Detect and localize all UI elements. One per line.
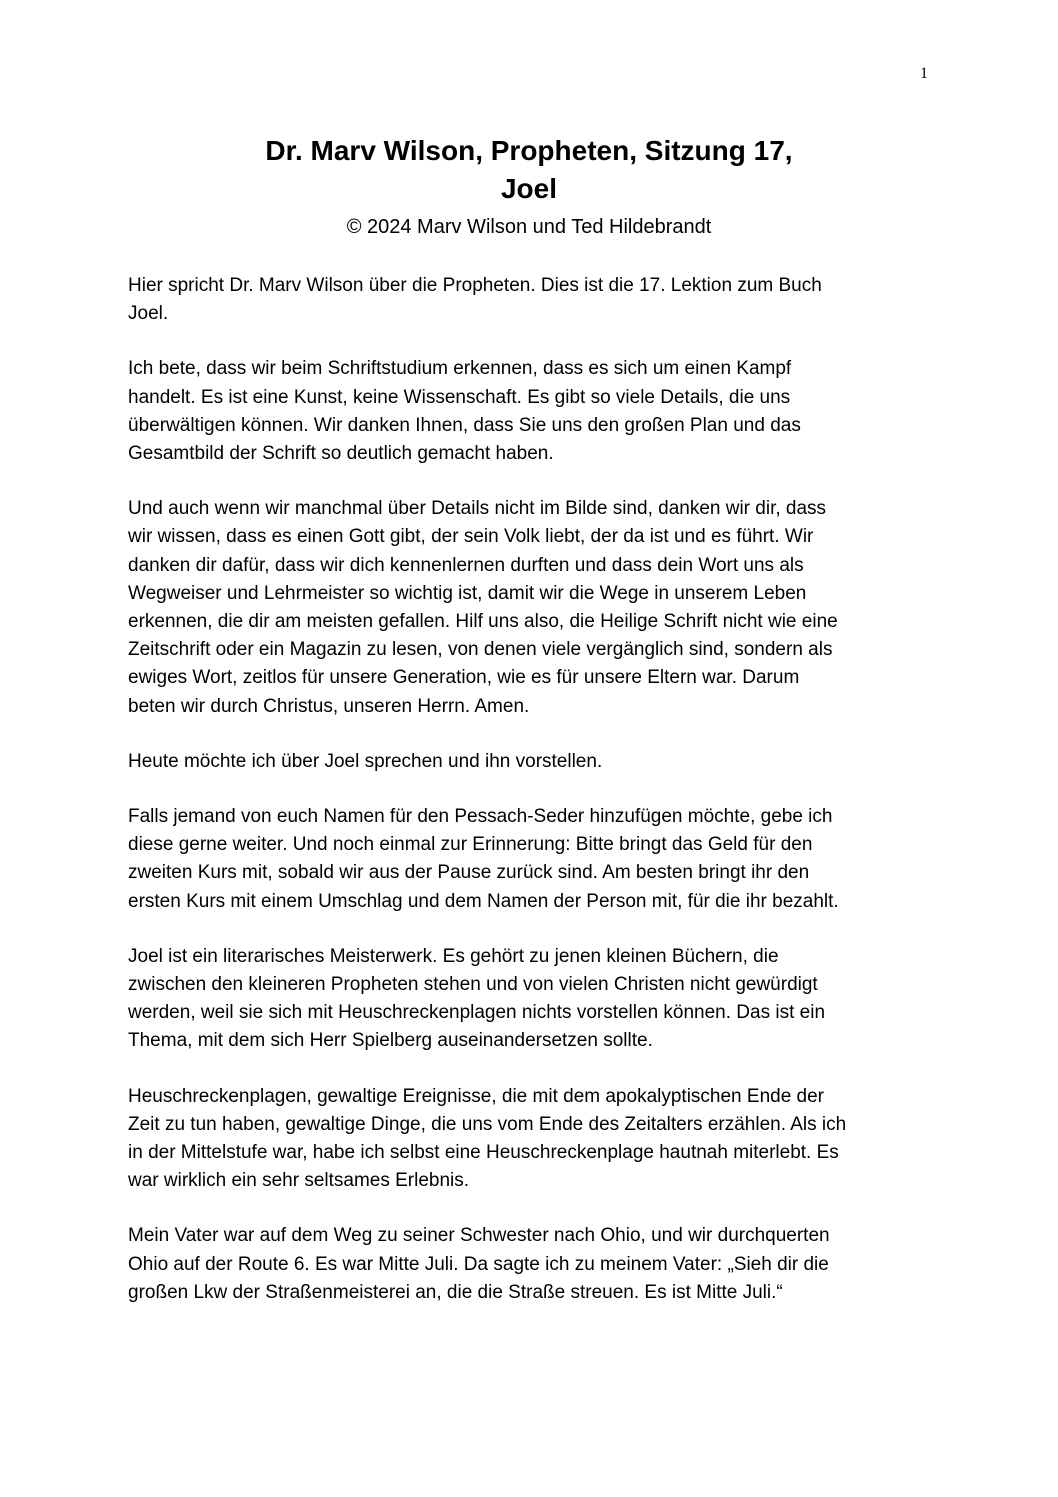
document-header (0, 132, 1058, 240)
paragraph-joel-masterpiece: Joel ist ein literarisches Meisterwerk. Es gehört zu jenen kleinen Büchern, die zwischen den kleineren Propheten stehen und von vielen Christen nicht gewürdigt werden, weil sie sich mit Heuschreckenplagen nichts vorstellen können. Das ist ein Thema, mit dem sich Herr Spielberg auseinandersetzen sollte. (128, 945, 826, 1052)
document-title-line-2: Joel (500, 173, 558, 204)
document-body (128, 272, 940, 1334)
page-number: 1 (920, 65, 928, 82)
paragraph-locust-plagues: Heuschreckenplagen, gewaltige Ereignisse, die mit dem apokalyptischen Ende der Zeit zu tun haben, gewaltige Dinge, die uns vom Ende des Zeitalters erzählen. Als ich in der Mittelstufe war, habe ich selbst eine Heuschreckenplage hautnah miterlebt. Es war wirklich ein sehr seltsames Erlebnis. (128, 1085, 847, 1192)
paragraph-intro: Hier spricht Dr. Marv Wilson über die Propheten. Dies ist die 17. Lektion zum Buch Joel. (128, 275, 822, 325)
paragraph-prayer-2: Und auch wenn wir manchmal über Details nicht im Bilde sind, danken wir dir, dass wir wissen, dass es einen Gott gibt, der sein Volk liebt, der da ist und es führt. Wir danken dir dafür, dass wir dich kennenlernen durften und dass dein Wort uns als Wegweiser und Lehrmeister so wichtig ist, damit wir die Wege in unserem Leben erkennen, die dir am meisten gefallen. Hilf uns also, die Heilige Schrift nicht wie eine Zeitschrift oder ein Magazin zu lesen, von denen viele vergänglich sind, sondern als ewiges Wort, zeitlos für unsere Generation, wie es für unsere Eltern war. Darum beten wir durch Christus, unseren Herrn. Amen. (128, 498, 838, 717)
paragraph-announcements: Falls jemand von euch Namen für den Pessach-Seder hinzufügen möchte, gebe ich diese gerne weiter. Und noch einmal zur Erinnerung: Bitte bringt das Geld für den zweiten Kurs mit, sobald wir aus der Pause zurück sind. Am besten bringt ihr den ersten Kurs mit einem Umschlag und dem Namen der Person mit, für die ihr bezahlt. (128, 806, 839, 912)
copyright-notice: © 2024 Marv Wilson und Ted Hildebrandt (346, 216, 712, 238)
paragraph-prayer-1: Ich bete, dass wir beim Schriftstudium erkennen, dass es sich um einen Kampf handelt. Es ist eine Kunst, keine Wissenschaft. Es gibt so viele Details, die uns überwältigen können. Wir danken Ihnen, dass Sie uns den großen Plan und das Gesamtbild der Schrift so deutlich gemacht haben. (128, 358, 801, 465)
paragraph-topic: Heute möchte ich über Joel sprechen und ihn vorstellen. (128, 750, 603, 772)
document-title-line-1: Dr. Marv Wilson, Propheten, Sitzung 17, (265, 135, 793, 166)
paragraph-ohio-story: Mein Vater war auf dem Weg zu seiner Schwester nach Ohio, und wir durchquerten Ohio auf der Route 6. Es war Mitte Juli. Da sagte ich zu meinem Vater: „Sieh dir die großen Lkw der Straßenmeisterei an, die die Straße streuen. Es ist Mitte Juli.“ (128, 1225, 830, 1303)
